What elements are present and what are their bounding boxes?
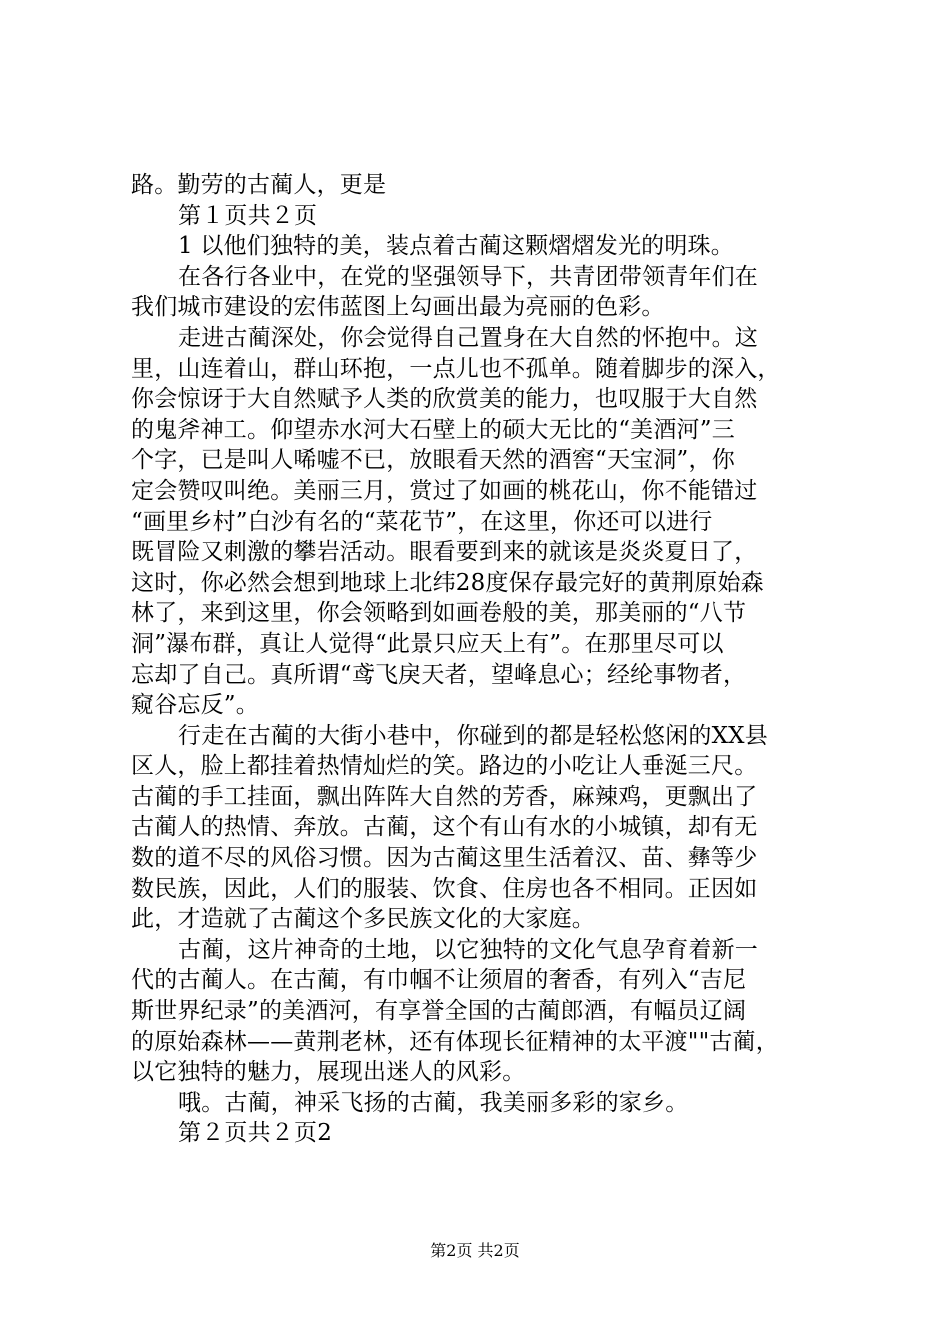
text-line: 古蔺人的热情、奔放。古蔺，这个有山有水的小城镇，却有无	[131, 814, 758, 841]
text-line: “画里乡村”白沙有名的“菜花节”，在这里，你还可以进行	[131, 508, 713, 535]
text-line: 你会惊讶于大自然赋予人类的欣赏美的能力，也叹服于大自然	[131, 386, 758, 413]
text-line: 此，才造就了古蔺这个多民族文化的大家庭。	[131, 906, 595, 933]
text-line: 以它独特的魅力，展现出迷人的风彩。	[131, 1059, 526, 1086]
text-line: 数的道不尽的风俗习惯。因为古蔺这里生活着汉、苗、彝等少	[131, 845, 758, 872]
text-line: 1 以他们独特的美，装点着古蔺这颗熠熠发光的明珠。	[178, 233, 734, 260]
paragraph-start: 古蔺，这片神奇的土地，以它独特的文化气息孕育着新一	[178, 936, 758, 963]
text-line: 窥谷忘反”。	[131, 692, 259, 719]
body-text	[131, 170, 831, 1149]
paragraph-start: 走进古蔺深处，你会觉得自己置身在大自然的怀抱中。这	[178, 324, 758, 351]
text-line: 的原始森林——黄荆老林，还有体现长征精神的太平渡""古蔺，	[131, 1028, 779, 1055]
text-line: 里，山连着山，群山环抱，一点儿也不孤单。随着脚步的深入，	[131, 355, 781, 382]
text-line: 定会赞叹叫绝。美丽三月，赏过了如画的桃花山，你不能错过	[131, 477, 758, 504]
text-line: 区人，脸上都挂着热情灿烂的笑。路边的小吃让人垂涎三尺。	[131, 753, 758, 780]
text-line: 我们城市建设的宏伟蓝图上勾画出最为亮丽的色彩。	[131, 294, 665, 321]
text-line: 忘却了自己。真所谓“鸢飞戾天者，望峰息心；经纶事物者，	[131, 661, 747, 688]
text-line: 古蔺的手工挂面，飘出阵阵大自然的芳香，麻辣鸡，更飘出了	[131, 783, 758, 810]
inline-page-marker: 第１页共２页	[178, 202, 318, 229]
text-line: 林了，来到这里，你会领略到如画卷般的美，那美丽的“八节	[131, 600, 747, 627]
text-line: 代的古蔺人。在古蔺，有巾帼不让须眉的奢香，有列入“吉尼	[131, 967, 747, 994]
paragraph-start: 行走在古蔺的大街小巷中，你碰到的都是轻松悠闲的XX县	[178, 722, 768, 749]
text-line: 洞”瀑布群，真让人觉得“此景只应天上有”。在那里尽可以	[131, 630, 724, 657]
page-footer: 第2页 共2页	[430, 1241, 520, 1260]
text-line: 的鬼斧神工。仰望赤水河大石壁上的硕大无比的“美酒河”三	[131, 416, 735, 443]
paragraph-start: 在各行各业中，在党的坚强领导下，共青团带领青年们在	[178, 263, 758, 290]
text-line: 数民族，因此，人们的服装、饮食、住房也各不相同。正因如	[131, 875, 758, 902]
text-line: 个字，已是叫人唏嘘不已，放眼看天然的酒窖“天宝洞”，你	[131, 447, 735, 474]
text-line: 既冒险又刺激的攀岩活动。眼看要到来的就该是炎炎夏日了，	[131, 539, 758, 566]
inline-page-marker: 第２页共２页2	[178, 1120, 333, 1147]
text-line: 路。勤劳的古蔺人，更是	[131, 172, 387, 198]
text-line: 这时，你必然会想到地球上北纬28度保存最完好的黄荆原始森	[131, 569, 764, 596]
paragraph-start: 哦。古蔺，神采飞扬的古蔺，我美丽多彩的家乡。	[178, 1089, 689, 1116]
text-line: 斯世界纪录”的美酒河，有享誉全国的古蔺郎酒，有幅员辽阔	[131, 998, 747, 1025]
